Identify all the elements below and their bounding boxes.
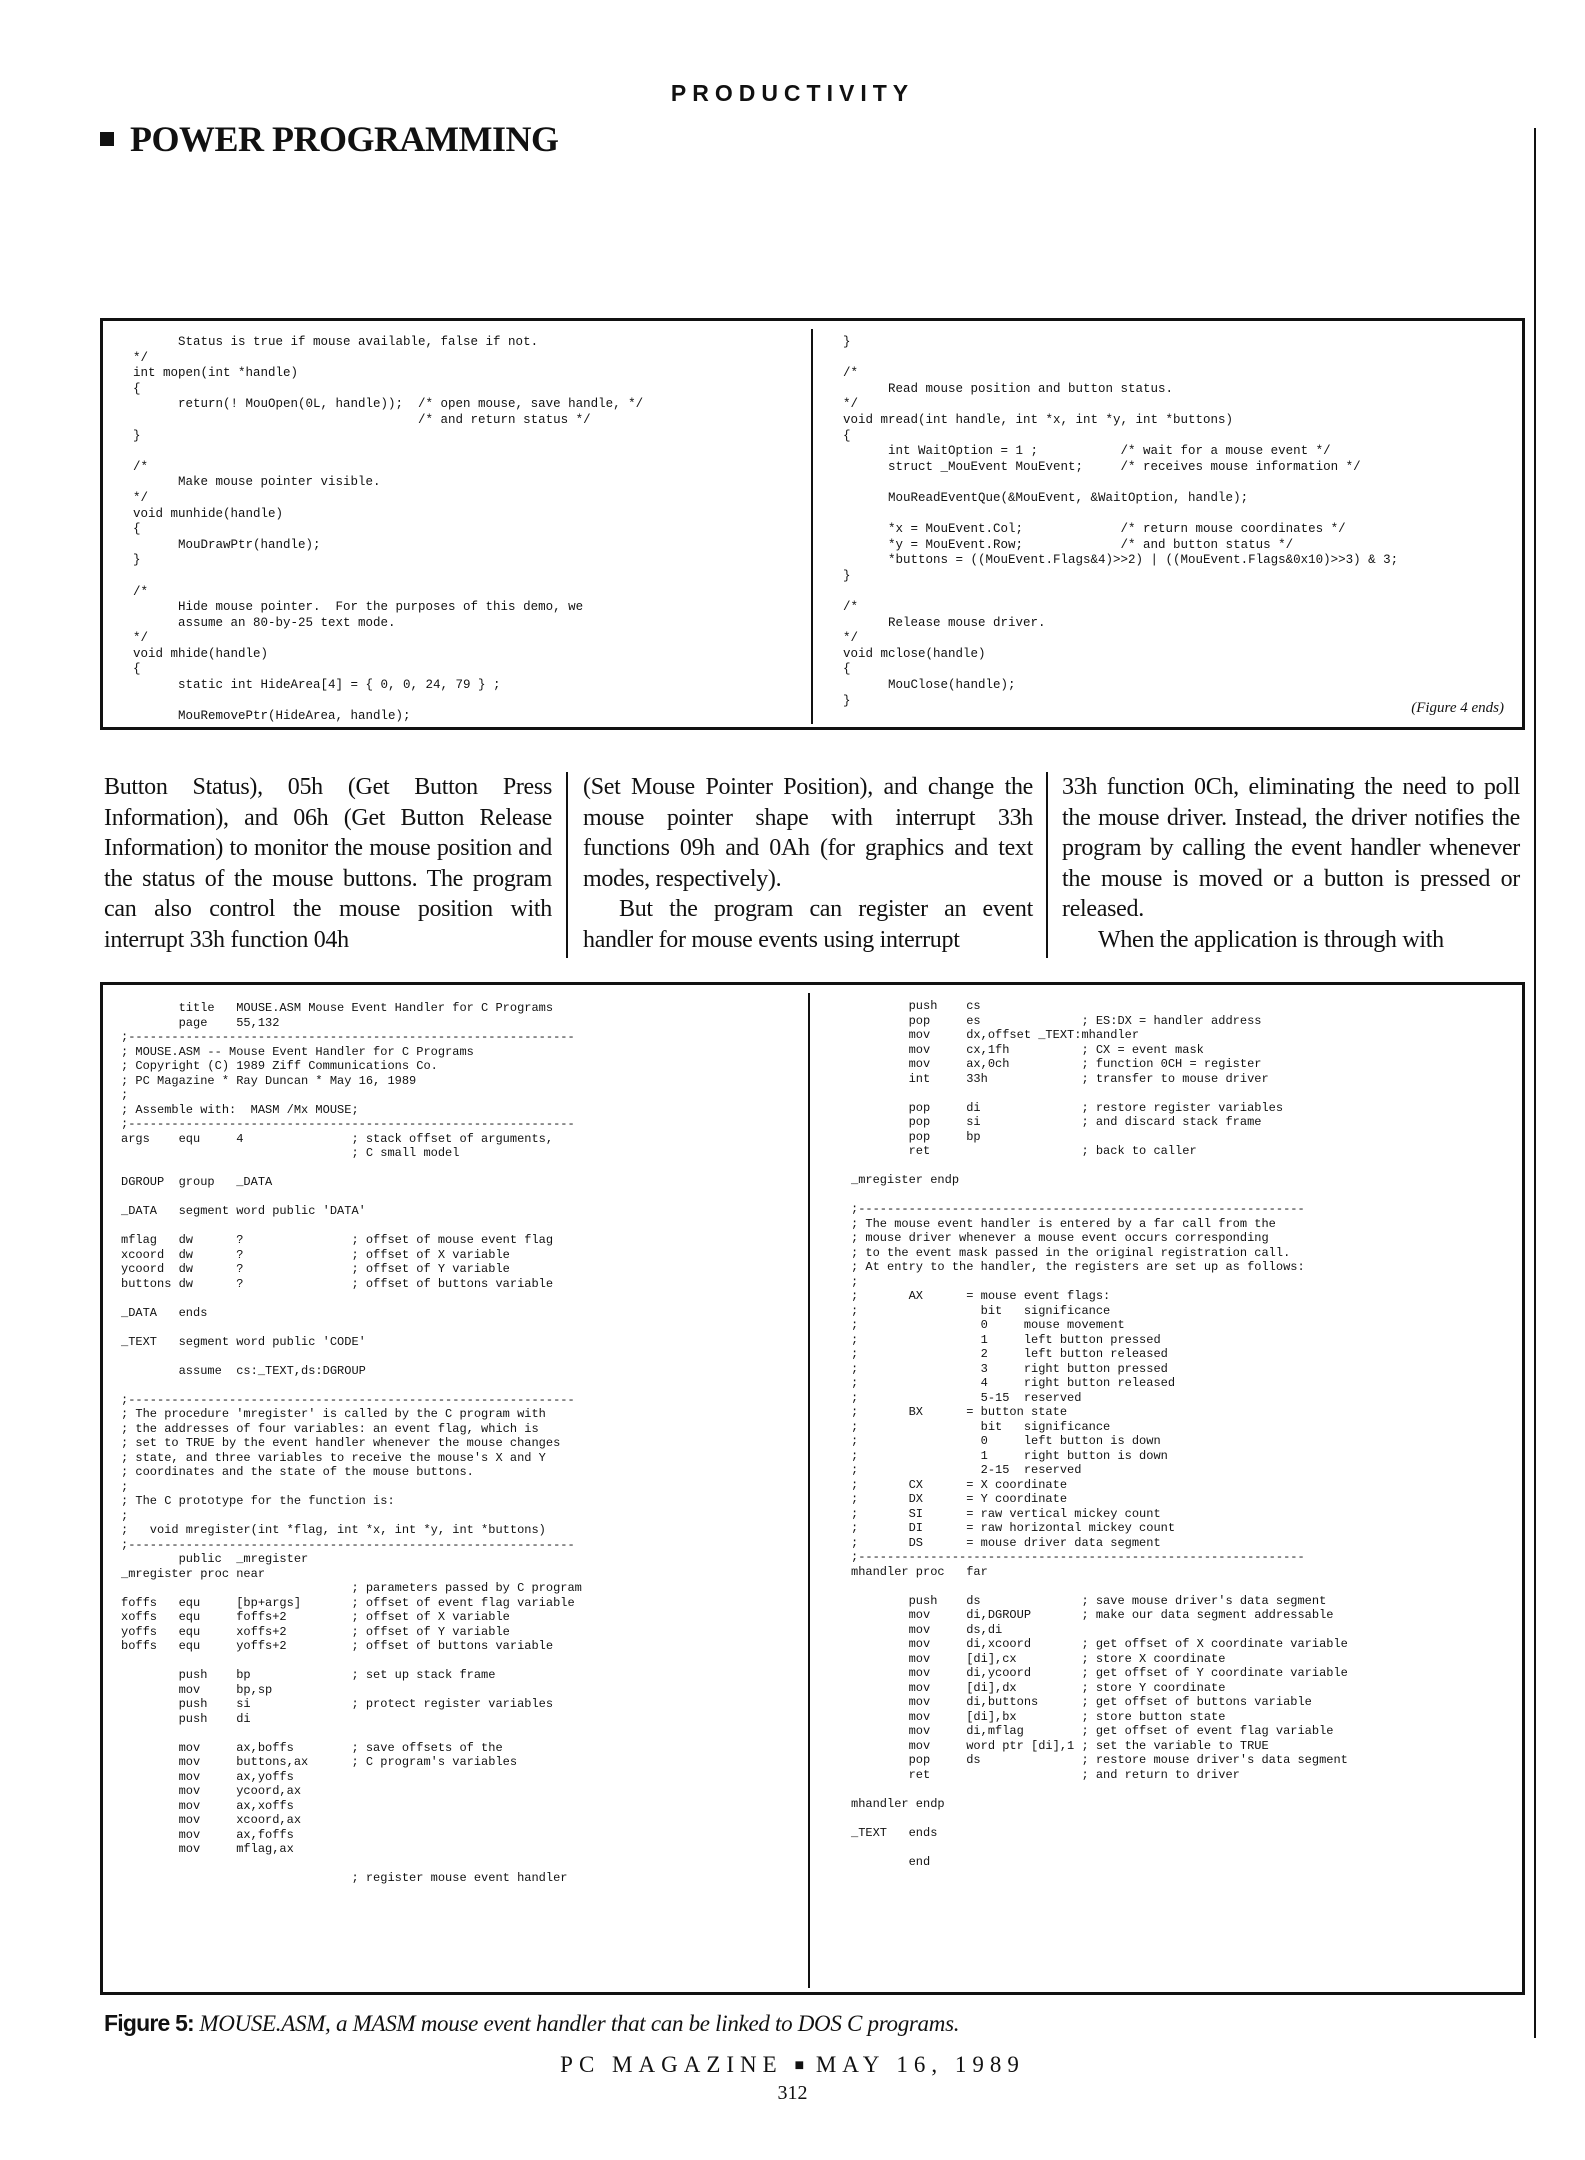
body-column-2-para-1: (Set Mouse Pointer Position), and change the mouse pointer shape with interrupt 33h functions 09h and 0Ah (for graphics and text modes, respectively). [583,774,1033,892]
footer-separator-icon: ■ [794,2057,805,2074]
footer-date: MAY 16, 1989 [815,2052,1025,2077]
page-number: 312 [777,2082,808,2104]
headline-bullet-icon [100,132,114,146]
figure5-box [100,982,1525,1995]
section-label: PRODUCTIVITY [670,80,915,106]
figure4-right-code: } /* Read mouse position and button status. */ void mread(int handle, int *x, int *y, int *buttons) { int WaitOption = 1 ; /* wait for a mouse event */ struct _MouEvent MouEvent; /* receives mouse information */ MouReadEventQue(&MouEvent, &WaitOption, handle); *x = MouEvent.Col; /* return mouse coordinates */ *y = MouEvent.Row; /* and button status */ *buttons = ((MouEvent.Flags&4)>>2) | ((MouEvent.Flags&0x10)>>3) & 3; } /* Release mouse driver. */ void mclose(handle) { MouClose(handle); } [843,335,1399,708]
figure4-left-code: Status is true if mouse available, false if not. */ int mopen(int *handle) { return(! MouOpen(0L, handle)); /* open mouse, save handle, */ /* and return status */ } /* Make mouse pointer visible. */ void munhide(handle) { MouDrawPtr(handle); } /* Hide mouse pointer. For the purposes of this demo, we assume an 80-by-25 text mode. */ void mhide(handle) { static int HideArea[4] = { 0, 0, 24, 79 } ; MouRemovePtr(HideArea, handle); [133,335,644,724]
figure4-column-divider [811,329,813,724]
figure5-caption-text: MOUSE.ASM, a MASM mouse event handler that can be linked to DOS C programs. [199,2011,960,2036]
body-column-1-text: Button Status), 05h (Get Button Press Information), and 06h (Get Button Release Information) to monitor the mouse position and the status of the mouse buttons. The program can also control the mouse position with interrupt 33h function 04h [104,774,552,953]
figure4-box [100,318,1525,730]
column-rule-1 [566,772,568,958]
body-column-2 [583,772,1033,955]
right-margin-rule [1534,128,1536,2038]
figure5-caption-label: Figure 5: [104,2010,194,2036]
page-footer [0,2052,1585,2078]
figure5-caption [104,2010,959,2037]
body-column-3-para-1: 33h function 0Ch, eliminating the need to poll the mouse driver. Instead, the driver notifies the program by calling the event handler whenever the mouse is moved or a button is pressed or released. [1062,774,1520,922]
footer-magazine: PC MAGAZINE [560,2052,783,2077]
column-rule-2 [1046,772,1048,958]
body-column-1 [104,772,552,955]
figure5-column-divider [808,993,810,1988]
figure5-left-code: title MOUSE.ASM Mouse Event Handler for C Programs page 55,132 ;-------------------------------------------------------------- ; MOUSE.ASM -- Mouse Event Handler for C Programs ; Copyright (C) 1989 Ziff Communications Co. ; PC Magazine * Ray Duncan * May 16, 1989 ; ; Assemble with: MASM /Mx MOUSE; ;-------------------------------------------------------------- args equ 4 ; stack offset of arguments, ; C small model DGROUP group _DATA _DATA segment word public 'DATA' mflag dw ? ; offset of mouse event flag xcoord dw ? ; offset of X variable ycoord dw ? ; offset of Y variable buttons dw ? ; offset of buttons variable _DATA ends _TEXT segment word public 'CODE' assume cs:_TEXT,ds:DGROUP ;-------------------------------------------------------------- ; The procedure 'mregister' is called by the C program with ; the addresses of four variables: an event flag, which is ; set to TRUE by the event handler whenever the mouse changes ; state, and three variables to receive the mouse's X and Y ; coordinates and the state of the mouse buttons. ; ; The C prototype for the function is: ; ; void mregister(int *flag, int *x, int *y, int *buttons) ;-------------------------------------------------------------- public _mregister _mregister proc near ; parameters passed by C program foffs equ [bp+args] ; offset of event flag variable xoffs equ foffs+2 ; offset of X variable yoffs equ xoffs+2 ; offset of Y variable boffs equ yoffs+2 ; offset of buttons variable push bp ; set up stack frame mov bp,sp push si ; protect register variables push di mov ax,boffs ; save offsets of the mov buttons,ax ; C program's variables mov ax,yoffs mov ycoord,ax mov ax,xoffs mov xcoord,ax mov ax,foffs mov mflag,ax ; register mouse event handler [121,1001,582,1885]
body-column-3 [1062,772,1520,955]
body-column-3-para-2: When the application is through with [1098,926,1444,953]
headline-text: POWER PROGRAMMING [130,119,559,159]
figure4-end-label: (Figure 4 ends) [1411,700,1504,716]
figure5-right-code: push cs pop es ; ES:DX = handler address mov dx,offset _TEXT:mhandler mov cx,1fh ; CX = event mask mov ax,0ch ; function 0CH = register int 33h ; transfer to mouse driver pop di ; restore register variables pop si ; and discard stack frame pop bp ret ; back to caller _mregister endp ;-------------------------------------------------------------- ; The mouse event handler is entered by a far call from the ; mouse driver whenever a mouse event occurs corresponding ; to the event mask passed in the original registration call. ; At entry to the handler, the registers are set up as follows: ; ; AX = mouse event flags: ; bit significance ; 0 mouse movement ; 1 left button pressed ; 2 left button released ; 3 right button pressed ; 4 right button released ; 5-15 reserved ; BX = button state ; bit significance ; 0 left button is down ; 1 right button is down ; 2-15 reserved ; CX = X coordinate ; DX = Y coordinate ; SI = raw vertical mickey count ; DI = raw horizontal mickey count ; DS = mouse driver data segment ;-------------------------------------------------------------- mhandler proc far push ds ; save mouse driver's data segment mov di,DGROUP ; make our data segment addressable mov ds,di mov di,xcoord ; get offset of X coordinate variable mov [di],cx ; store X coordinate mov di,ycoord ; get offset of Y coordinate variable mov [di],dx ; store Y coordinate mov di,buttons ; get offset of buttons variable mov [di],bx ; store button state mov di,mflag ; get offset of event flag variable mov word ptr [di],1 ; set the variable to TRUE pop ds ; restore mouse driver's data segment ret ; and return to driver mhandler endp _TEXT ends end [851,999,1348,1869]
headline [100,118,558,160]
body-column-2-para-2: But the program can register an event handler for mouse events using interrupt [583,896,1033,953]
